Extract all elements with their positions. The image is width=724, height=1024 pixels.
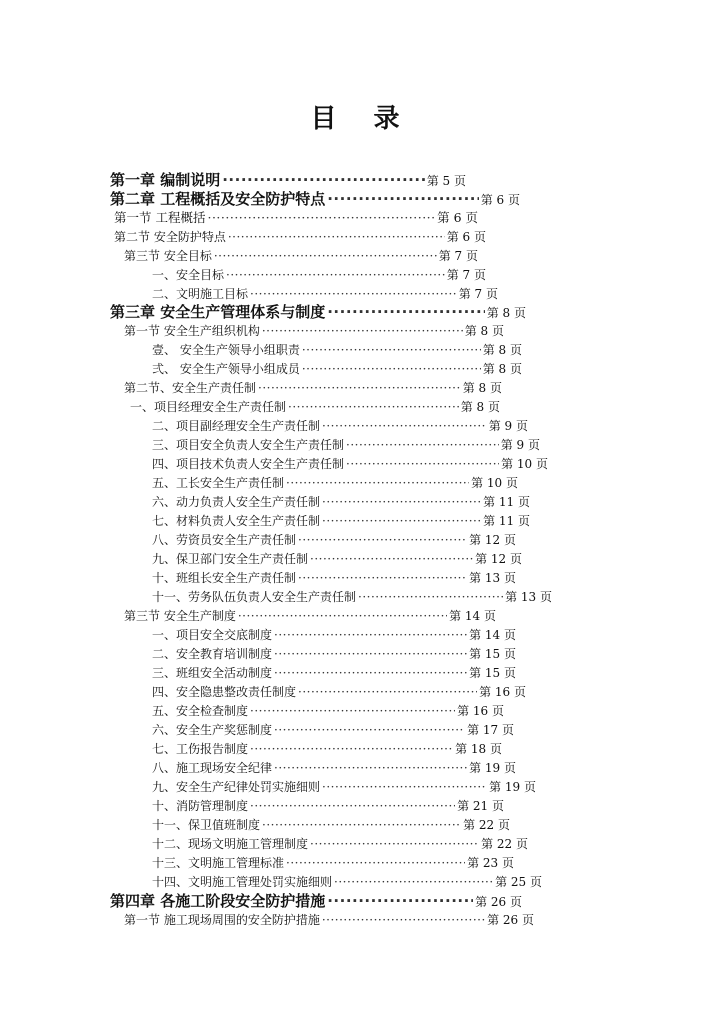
- toc-entry-page: 第 26 页: [475, 895, 522, 909]
- toc-entry-page: 第 11 页: [483, 495, 530, 509]
- toc-entry-page: 第 8 页: [486, 306, 526, 320]
- leader-dots: [310, 834, 479, 854]
- toc-entry-label: 第三节 安全生产制度: [124, 609, 236, 623]
- leader-dots: [286, 473, 469, 493]
- toc-entry[interactable]: [152, 265, 486, 285]
- toc-entry-label: 弍、 安全生产领导小组成员: [152, 362, 300, 376]
- toc-entry-label: 十二、现场文明施工管理制度: [152, 837, 309, 851]
- page-title: 目 录: [310, 104, 414, 134]
- toc-entry[interactable]: [110, 189, 520, 209]
- leader-dots: [322, 910, 485, 930]
- toc-entry-page: 第 12 页: [475, 552, 522, 566]
- toc-entry[interactable]: [152, 872, 542, 892]
- toc-entry-label: 五、工长安全生产责任制: [152, 476, 285, 490]
- toc-entry[interactable]: [152, 644, 516, 664]
- toc-entry-label: 第二章 工程概括及安全防护特点: [110, 190, 326, 208]
- leader-dots: [327, 189, 479, 209]
- toc-entry[interactable]: [152, 682, 526, 702]
- toc-entry[interactable]: [152, 454, 548, 474]
- leader-dots: [250, 739, 453, 759]
- toc-entry-page: 第 8 页: [462, 381, 502, 395]
- toc-entry[interactable]: [152, 549, 522, 569]
- toc-entry-label: 第四章 各施工阶段安全防护措施: [110, 892, 326, 910]
- toc-entry[interactable]: [152, 720, 514, 740]
- toc-entry-label: 第三章 安全生产管理体系与制度: [110, 303, 326, 321]
- leader-dots: [250, 701, 455, 721]
- toc-entry-label: 四、安全隐患整改责任制度: [152, 685, 297, 699]
- leader-dots: [226, 265, 445, 285]
- toc-entry-page: 第 16 页: [457, 704, 504, 718]
- toc-entry-label: 壹、 安全生产领导小组职责: [152, 343, 300, 357]
- leader-dots: [250, 284, 457, 304]
- toc-entry-page: 第 10 页: [501, 457, 548, 471]
- leader-dots: [274, 625, 467, 645]
- toc-entry[interactable]: [152, 815, 510, 835]
- toc-entry[interactable]: [152, 492, 530, 512]
- toc-entry-label: 六、安全生产奖惩制度: [152, 723, 273, 737]
- leader-dots: [327, 891, 473, 911]
- toc-entry[interactable]: [114, 227, 486, 247]
- leader-dots: [222, 170, 425, 190]
- toc-entry-label: 第一节 施工现场周围的安全防护措施: [124, 913, 320, 927]
- toc-entry[interactable]: [152, 853, 514, 873]
- toc-entry-label: 八、施工现场安全纪律: [152, 761, 273, 775]
- toc-entry-page: 第 22 页: [463, 818, 510, 832]
- toc-entry-label: 第一章 编制说明: [110, 171, 221, 189]
- leader-dots: [334, 872, 493, 892]
- toc-entry-page: 第 18 页: [455, 742, 502, 756]
- toc-entry[interactable]: [152, 834, 528, 854]
- toc-entry[interactable]: [152, 284, 498, 304]
- toc-entry-page: 第 9 页: [488, 419, 528, 433]
- leader-dots: [298, 682, 477, 702]
- toc-entry-page: 第 15 页: [469, 666, 516, 680]
- toc-entry[interactable]: [110, 891, 522, 911]
- toc-entry-label: 一、安全目标: [152, 268, 225, 282]
- toc-entry[interactable]: [152, 777, 536, 797]
- toc-entry-label: 三、项目安全负责人安全生产责任制: [152, 438, 345, 452]
- toc-entry[interactable]: [152, 530, 516, 550]
- leader-dots: [346, 435, 499, 455]
- toc-entry[interactable]: [110, 170, 466, 190]
- toc-entry-label: 二、文明施工目标: [152, 287, 249, 301]
- toc-entry-label: 一、项目安全交底制度: [152, 628, 273, 642]
- toc-entry[interactable]: [152, 416, 528, 436]
- toc-entry-label: 六、动力负责人安全生产责任制: [152, 495, 321, 509]
- leader-dots: [274, 663, 467, 683]
- toc-entry[interactable]: [124, 246, 478, 266]
- toc-entry-page: 第 14 页: [469, 628, 516, 642]
- leader-dots: [358, 587, 503, 607]
- toc-entry-page: 第 6 页: [437, 210, 478, 225]
- leader-dots: [322, 416, 487, 436]
- toc-entry-page: 第 16 页: [479, 685, 526, 699]
- toc-entry-page: 第 8 页: [460, 400, 500, 414]
- leader-dots: [302, 340, 481, 360]
- toc-entry-page: 第 10 页: [471, 476, 518, 490]
- toc-entry-label: 八、劳资员安全生产责任制: [152, 533, 297, 547]
- toc-entry-label: 十三、文明施工管理标准: [152, 856, 285, 870]
- toc-entry-page: 第 21 页: [457, 799, 504, 813]
- toc-entry-label: 十、消防管理制度: [152, 799, 249, 813]
- toc-entry[interactable]: [130, 397, 500, 417]
- toc-entry[interactable]: [152, 758, 516, 778]
- toc-entry-label: 十四、文明施工管理处罚实施细则: [152, 875, 333, 889]
- leader-dots: [286, 853, 465, 873]
- toc-entry-page: 第 5 页: [426, 174, 466, 188]
- leader-dots: [322, 492, 481, 512]
- toc-entry-page: 第 17 页: [467, 723, 514, 737]
- toc-entry[interactable]: [152, 796, 504, 816]
- toc-entry-page: 第 15 页: [469, 647, 516, 661]
- toc-entry-label: 七、材料负责人安全生产责任制: [152, 514, 321, 528]
- leader-dots: [298, 568, 467, 588]
- toc-entry-label: 二、安全教育培训制度: [152, 647, 273, 661]
- leader-dots: [274, 758, 467, 778]
- toc-entry-label: 五、安全检查制度: [152, 704, 249, 718]
- toc-entry-page: 第 19 页: [469, 761, 516, 775]
- toc-entry[interactable]: [114, 208, 478, 228]
- toc-entry-page: 第 14 页: [449, 609, 496, 623]
- toc-entry-page: 第 7 页: [446, 268, 486, 282]
- toc-entry[interactable]: [124, 606, 496, 626]
- toc-entry[interactable]: [152, 587, 552, 607]
- toc-entry-label: 第二节 安全防护特点: [114, 230, 226, 244]
- toc-entry-page: 第 25 页: [495, 875, 542, 889]
- leader-dots: [302, 359, 481, 379]
- toc-entry-page: 第 13 页: [469, 571, 516, 585]
- toc-entry-label: 十、班组长安全生产责任制: [152, 571, 297, 585]
- leader-dots: [322, 511, 481, 531]
- toc-entry[interactable]: [152, 359, 522, 379]
- toc-entry-page: 第 23 页: [467, 856, 514, 870]
- toc-entry-page: 第 7 页: [438, 249, 478, 263]
- toc-entry[interactable]: [152, 739, 502, 759]
- toc-entry-page: 第 8 页: [464, 324, 504, 338]
- toc-entry-page: 第 8 页: [482, 343, 522, 357]
- leader-dots: [288, 397, 459, 417]
- toc-entry-label: 三、班组安全活动制度: [152, 666, 273, 680]
- leader-dots: [228, 227, 445, 247]
- toc-entry[interactable]: [152, 511, 530, 531]
- toc-entry[interactable]: [152, 435, 540, 455]
- leader-dots: [298, 530, 467, 550]
- toc-entry-page: 第 11 页: [483, 514, 530, 528]
- toc-entry[interactable]: [152, 701, 504, 721]
- toc-entry-label: 十一、保卫值班制度: [152, 818, 261, 832]
- toc-entry-page: 第 6 页: [446, 230, 486, 244]
- toc-entry-label: 一、项目经理安全生产责任制: [130, 400, 287, 414]
- leader-dots: [310, 549, 473, 569]
- leader-dots: [238, 606, 447, 626]
- leader-dots: [322, 777, 487, 797]
- toc-entry-label: 二、项目副经理安全生产责任制: [152, 419, 321, 433]
- toc-entry[interactable]: [110, 302, 526, 322]
- toc-entry-label: 九、保卫部门安全生产责任制: [152, 552, 309, 566]
- toc-entry[interactable]: [152, 625, 516, 645]
- leader-dots: [274, 644, 467, 664]
- toc-entry-label: 七、工伤报告制度: [152, 742, 249, 756]
- toc-entry-label: 第一节 安全生产组织机构: [124, 324, 260, 338]
- leader-dots: [346, 454, 499, 474]
- toc-entry[interactable]: [152, 340, 522, 360]
- leader-dots: [262, 815, 461, 835]
- leader-dots: [258, 378, 461, 398]
- leader-dots: [262, 321, 463, 341]
- toc-entry[interactable]: [152, 568, 516, 588]
- leader-dots: [274, 720, 465, 740]
- toc-entry-page: 第 22 页: [481, 837, 528, 851]
- toc-entry-page: 第 7 页: [458, 287, 498, 301]
- toc-entry[interactable]: [152, 473, 518, 493]
- toc-entry[interactable]: [152, 663, 516, 683]
- toc-entry-page: 第 26 页: [487, 913, 534, 927]
- toc-entry-page: 第 8 页: [482, 362, 522, 376]
- toc-entry-label: 四、项目技术负责人安全生产责任制: [152, 457, 345, 471]
- toc-entry-page: 第 19 页: [489, 780, 536, 794]
- toc-entry-page: 第 13 页: [505, 590, 552, 604]
- toc-entry[interactable]: [124, 910, 534, 930]
- toc-entry-label: 第三节 安全目标: [124, 249, 212, 263]
- toc-entry-page: 第 12 页: [469, 533, 516, 547]
- leader-dots: [214, 246, 437, 266]
- toc-entry-label: 九、安全生产纪律处罚实施细则: [152, 780, 321, 794]
- toc-entry[interactable]: [124, 378, 502, 398]
- toc-entry-label: 第二节、安全生产责任制: [124, 381, 257, 395]
- toc-entry-label: 十一、劳务队伍负责人安全生产责任制: [152, 590, 357, 604]
- toc-entry-label: 第一节 工程概括: [114, 210, 206, 225]
- toc-entry-page: 第 6 页: [480, 193, 520, 207]
- toc-entry-page: 第 9 页: [500, 438, 540, 452]
- leader-dots: [327, 302, 485, 322]
- leader-dots: [250, 796, 455, 816]
- leader-dots: [207, 208, 435, 228]
- toc-entry[interactable]: [124, 321, 504, 341]
